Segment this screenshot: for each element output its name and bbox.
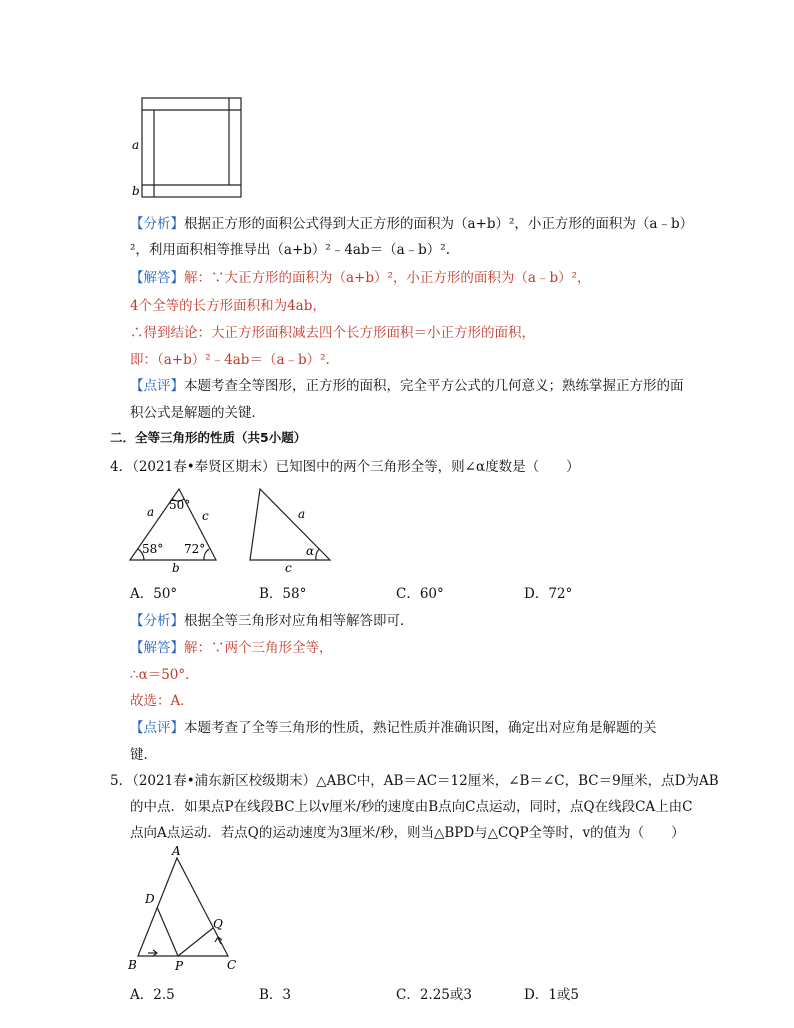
q3-analysis-line-1 xyxy=(130,212,693,232)
analysis-tag: 【分析】 xyxy=(130,613,184,629)
q5-label-p: P xyxy=(175,959,184,973)
q3-analysis-line-2 xyxy=(130,238,450,258)
q3-solution-text-1: 解：∵大正方形的面积为（a+b）²，小正方形的面积为（a﹣b）²， xyxy=(184,270,591,286)
solution-tag: 【解答】 xyxy=(130,270,184,286)
q5-option-c: C．2.25或3 xyxy=(396,987,472,1003)
q3-comment-line-1 xyxy=(130,374,684,394)
q5-label-q: Q xyxy=(213,917,223,931)
q3-analysis-text-1: 根据正方形的面积公式得到大正方形的面积为（a+b）²，小正方形的面积为（a﹣b） xyxy=(184,216,694,232)
q4-right-side-a: a xyxy=(298,507,306,521)
q3-analysis-text-2: ²，利用面积相等推导出（a+b）²﹣4ab＝（a﹣b）². xyxy=(130,242,450,258)
q4-option-c: C．60° xyxy=(396,586,444,602)
q5-option-b: B．3 xyxy=(259,987,292,1003)
q3-comment-text-1: 本题考查全等图形，正方形的面积，完全平方公式的几何意义；熟练掌握正方形的面 xyxy=(184,378,684,394)
q4-solution-line-1 xyxy=(130,636,333,656)
square-label-a: a xyxy=(132,138,140,152)
q4-left-side-b: b xyxy=(172,561,180,575)
q4-left-bottom-right-angle: 72° xyxy=(184,542,206,556)
q4-analysis-line xyxy=(130,609,414,629)
q5-label-a: A xyxy=(172,844,181,858)
q5-stem-line-1: 5．（2021春•浦东新区校级期末）△ABC中，AB＝AC＝12厘米，∠B＝∠C，BC＝9厘米，点D为AB xyxy=(110,773,719,789)
q4-analysis-text: 根据全等三角形对应角相等解答即可． xyxy=(184,613,414,629)
q3-solution-text-2: 4个全等的长方形面积和为4ab， xyxy=(130,298,326,314)
q4-left-top-angle: 50° xyxy=(169,498,191,512)
q4-option-a: A．50° xyxy=(130,586,178,602)
q4-solution-text-2: ∴α＝50°． xyxy=(130,667,199,683)
square-label-b: b xyxy=(132,184,140,198)
q3-solution-text-3: ∴得到结论：大正方形面积减去四个长方形面积＝小正方形的面积， xyxy=(130,325,535,341)
q5-stem-line-3: 点向A点运动．若点Q的运动速度为3厘米/秒，则当△BPD与△CQP全等时，v的值为（ ） xyxy=(130,825,685,841)
q5-stem-line-2: 的中点．如果点P在线段BC上以v厘米/秒的速度由B点向C点运动，同时，点Q在线段CA上由C xyxy=(130,799,693,815)
q4-comment-line-1 xyxy=(130,716,657,736)
comment-tag: 【点评】 xyxy=(130,378,184,394)
q5-option-a: A．2.5 xyxy=(130,987,175,1003)
q4-right-angle-alpha: α xyxy=(306,544,315,558)
q3-comment-text-2: 积公式是解题的关键． xyxy=(130,405,265,421)
q5-label-d: D xyxy=(145,892,155,906)
q4-comment-text-1: 本题考查了全等三角形的性质，熟记性质并准确识图，确定出对应角是解题的关 xyxy=(184,720,657,736)
q5-label-b: B xyxy=(128,958,137,972)
q4-triangles-figure xyxy=(120,483,350,575)
analysis-tag: 【分析】 xyxy=(130,216,184,232)
q4-left-side-a: a xyxy=(147,505,155,519)
q5-triangle-figure xyxy=(120,842,250,974)
q4-left-bottom-left-angle: 58° xyxy=(142,542,164,556)
q4-left-side-c: c xyxy=(202,509,209,523)
q3-solution-text-4: 即：（a+b）²﹣4ab＝（a﹣b）². xyxy=(130,352,330,368)
q4-stem: 4．（2021春•奉贤区期末）已知图中的两个三角形全等，则∠α度数是（ ） xyxy=(110,459,580,475)
q5-option-d: D．1或5 xyxy=(524,987,580,1003)
square-figure xyxy=(128,92,248,202)
q4-option-b: B．58° xyxy=(259,586,307,602)
q4-right-side-c: c xyxy=(285,561,292,575)
section-title: 二．全等三角形的性质（共5小题） xyxy=(110,430,307,445)
q5-label-c: C xyxy=(227,958,237,972)
q4-comment-text-2: 键． xyxy=(130,747,157,763)
solution-tag: 【解答】 xyxy=(130,640,184,656)
q4-solution-text-1: 解：∵两个三角形全等， xyxy=(184,640,333,656)
q4-option-d: D．72° xyxy=(524,586,573,602)
comment-tag: 【点评】 xyxy=(130,720,184,736)
q4-solution-text-3: 故选：A． xyxy=(130,693,194,709)
q3-solution-line-1 xyxy=(130,266,591,286)
